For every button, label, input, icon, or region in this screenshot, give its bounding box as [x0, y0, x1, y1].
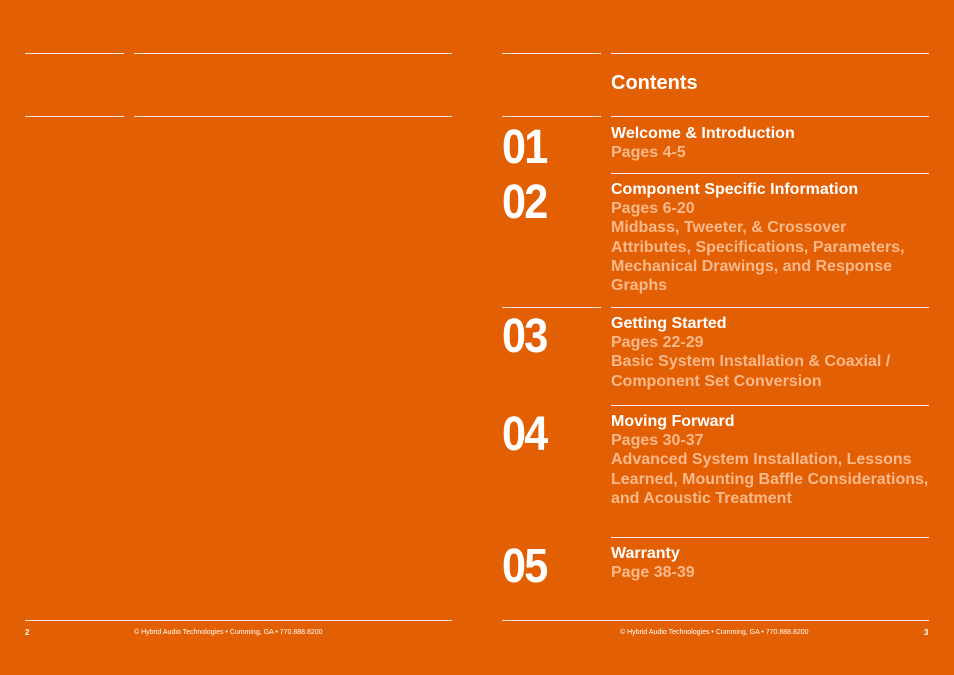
- entry-description: Basic System Installation & Coaxial / Component Set Conversion: [611, 353, 891, 390]
- entry-title: Component Specific Information: [611, 181, 859, 198]
- section-number-01: 01: [502, 121, 547, 174]
- contents-entry-04: [611, 412, 929, 508]
- entry-title: Moving Forward: [611, 413, 735, 430]
- section-number-04: 04: [502, 408, 547, 461]
- contents-entry-02: [611, 180, 929, 295]
- entry-01-rule-long: [611, 116, 929, 117]
- left-footer-rule: [25, 620, 452, 621]
- contents-entry-01: [611, 124, 929, 162]
- entry-pages: Pages 4-5: [611, 144, 686, 162]
- entry-pages: Pages 30-37: [611, 432, 704, 450]
- entry-pages: Pages 22-29: [611, 334, 704, 352]
- entry-03-rule-long: [611, 307, 929, 308]
- left-rule-top-long: [134, 53, 452, 54]
- section-number-02: 02: [502, 176, 547, 229]
- entry-01-rule-short: [502, 116, 601, 117]
- entry-02-rule-long: [611, 173, 929, 174]
- left-page-number: 2: [25, 628, 30, 637]
- entry-description: Advanced System Installation, Lessons Learned, Mounting Baffle Considerations, and Acoustic Treatment: [611, 451, 929, 507]
- right-page-number: 3: [924, 628, 929, 637]
- right-rule-top-short: [502, 53, 601, 54]
- contents-title: Contents: [611, 72, 698, 94]
- entry-title: Getting Started: [611, 315, 727, 332]
- entry-05-rule-long: [611, 537, 929, 538]
- section-number-03: 03: [502, 310, 547, 363]
- left-rule-top-short: [25, 53, 124, 54]
- entry-title: Welcome & Introduction: [611, 125, 795, 142]
- right-footer-text: © Hybrid Audio Technologies • Cumming, GA • 770.888.8200: [620, 629, 809, 636]
- entry-pages: Pages 6-20: [611, 200, 695, 218]
- contents-entry-05: [611, 544, 929, 582]
- left-rule-second-short: [25, 116, 124, 117]
- entry-description: Midbass, Tweeter, & Crossover Attributes, Specifications, Parameters, Mechanical Drawings, and Response Graphs: [611, 219, 905, 295]
- left-rule-second-long: [134, 116, 452, 117]
- section-number-05: 05: [502, 540, 547, 593]
- entry-title: Warranty: [611, 545, 680, 562]
- right-rule-top-long: [611, 53, 929, 54]
- entry-03-rule-short: [502, 307, 601, 308]
- entry-pages: Page 38-39: [611, 564, 695, 582]
- right-footer-rule: [502, 620, 929, 621]
- entry-04-rule-long: [611, 405, 929, 406]
- contents-entry-03: [611, 314, 929, 391]
- left-footer-text: © Hybrid Audio Technologies • Cumming, GA • 770.888.8200: [134, 629, 323, 636]
